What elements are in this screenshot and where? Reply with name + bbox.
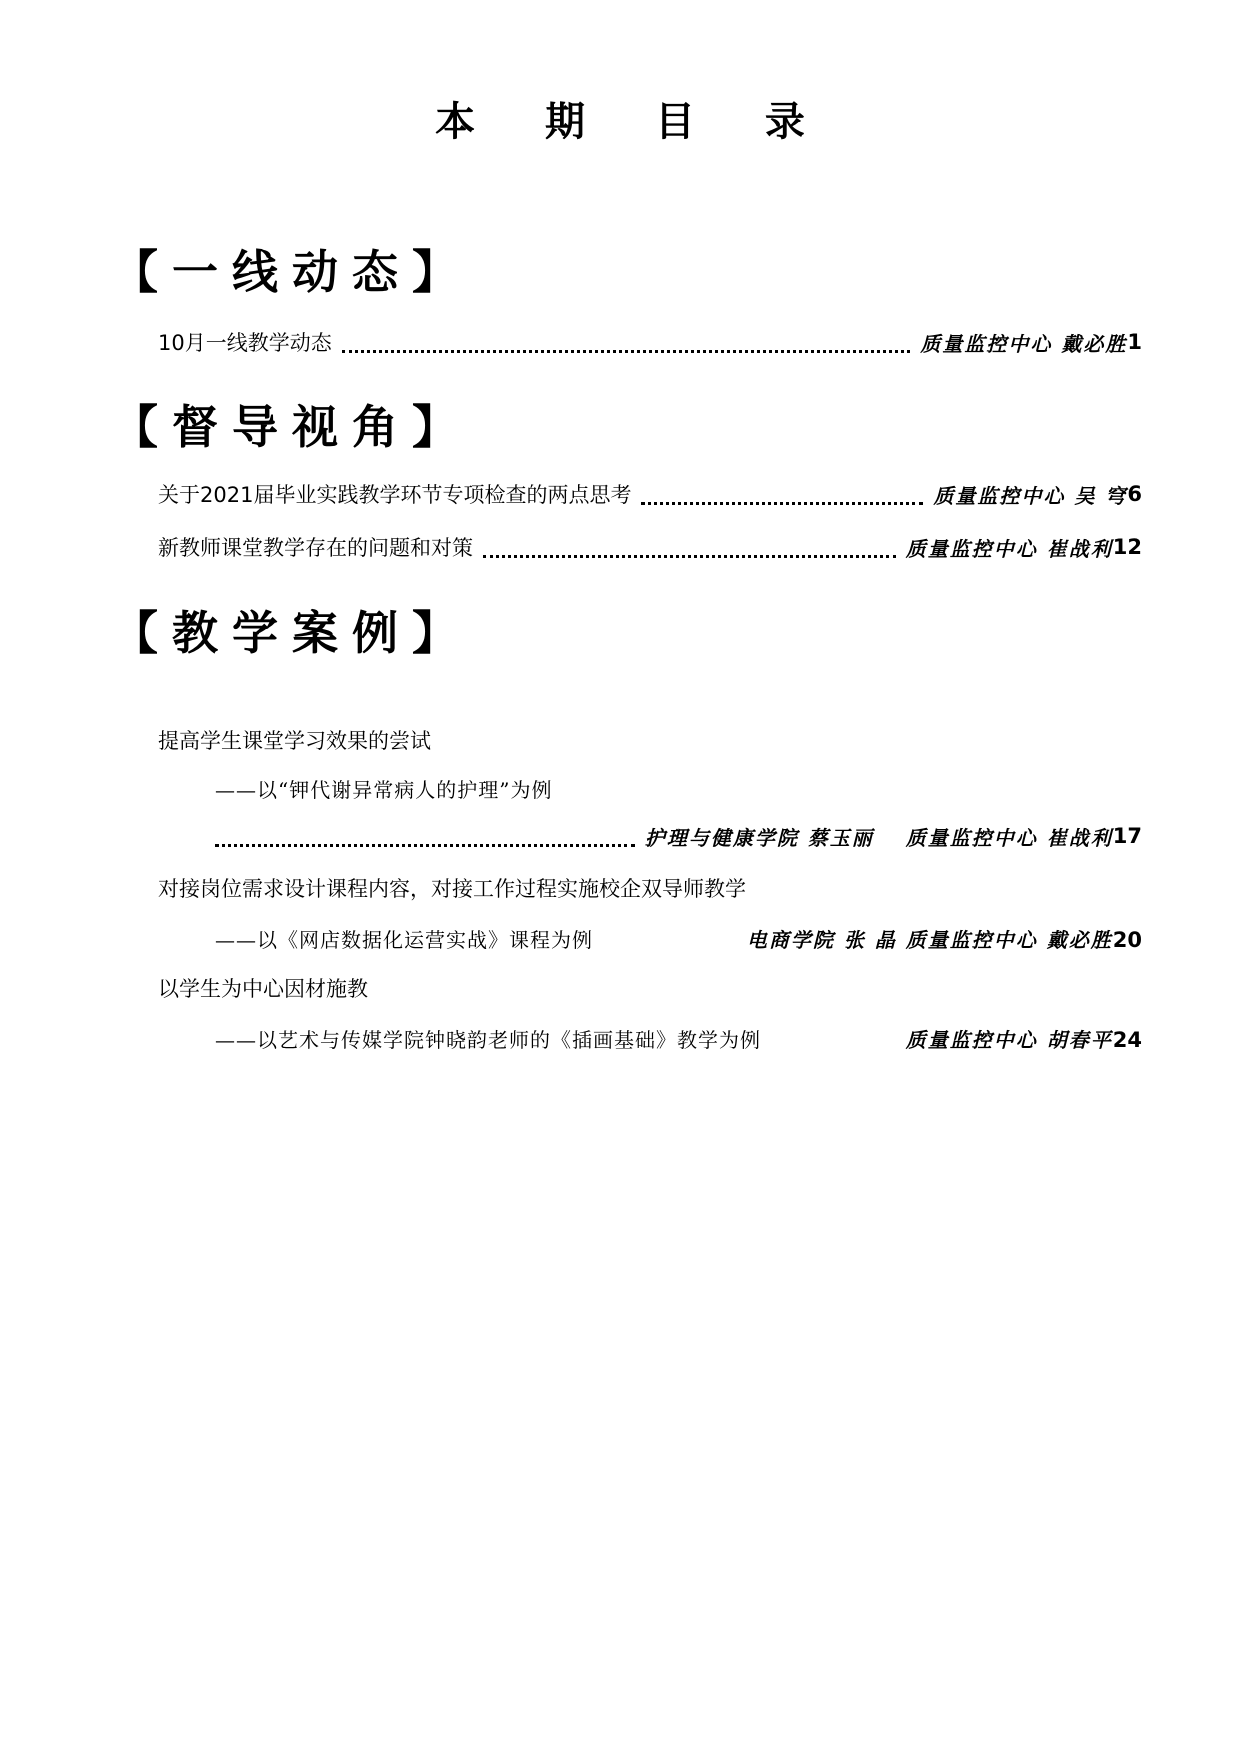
toc-entry-subtitle (215, 768, 1142, 808)
toc-entry[interactable] (158, 868, 1142, 908)
toc-entry-page: 1 (1127, 330, 1142, 354)
toc-subtitle-text: ——以“钾代谢异常病人的护理”为例 (215, 777, 553, 802)
toc-entry-page: 24 (1112, 1027, 1142, 1052)
toc-entry-credit: 质量监控中心 戴必胜 (920, 331, 1128, 356)
toc-entry-title: 以学生为中心因材施教 (158, 977, 368, 1001)
toc-entry-credit: 质量监控中心 胡春平24 (905, 1027, 1142, 1052)
toc-entry[interactable] (158, 322, 1142, 362)
toc-entry-page: 6 (1127, 482, 1142, 506)
toc-entry-title: 10月一线教学动态 (158, 331, 332, 355)
section-heading-cases: 【教学案例】 (112, 606, 472, 660)
toc-entry-title: 关于2021届毕业实践教学环节专项检查的两点思考 (158, 483, 632, 507)
toc-entry-subtitle (215, 918, 1142, 958)
dot-leader (215, 838, 635, 847)
section-heading-frontline: 【一线动态】 (112, 245, 472, 299)
toc-entry[interactable] (158, 474, 1142, 514)
toc-entry-page: 20 (1112, 927, 1142, 952)
page-title: 本 期 目 录 (435, 98, 833, 145)
toc-entry[interactable] (158, 968, 1142, 1008)
section-heading-supervision: 【督导视角】 (112, 400, 472, 454)
toc-entry[interactable] (158, 720, 1142, 760)
toc-entry-credit: 质量监控中心 崔战利 (905, 825, 1113, 850)
toc-subtitle-text: ——以《网店数据化运营实战》课程为例 (215, 927, 593, 952)
toc-entry-title: 对接岗位需求设计课程内容，对接工作过程实施校企双导师教学 (158, 877, 746, 901)
toc-entry-page: 12 (1112, 535, 1142, 559)
toc-entry-credit: 质量监控中心 崔战利 (905, 536, 1113, 561)
dot-leader (483, 549, 896, 558)
toc-entry-title: 提高学生课堂学习效果的尝试 (158, 729, 431, 753)
toc-subtitle-text: ——以艺术与传媒学院钟晓韵老师的《插画基础》教学为例 (215, 1027, 761, 1052)
toc-entry-page: 17 (1112, 824, 1142, 848)
toc-entry-credit-line (215, 816, 1142, 856)
toc-entry-credit: 护理与健康学院 蔡玉丽 (644, 825, 874, 850)
toc-entry-credit: 电商学院 张 晶 质量监控中心 戴必胜20 (746, 927, 1142, 952)
dot-leader (641, 496, 923, 505)
toc-entry-credit: 质量监控中心 吴 穹 (933, 483, 1128, 508)
toc-entry[interactable] (158, 527, 1142, 567)
dot-leader (342, 344, 911, 353)
toc-entry-title: 新教师课堂教学存在的问题和对策 (158, 536, 473, 560)
toc-entry-subtitle (215, 1018, 1142, 1058)
